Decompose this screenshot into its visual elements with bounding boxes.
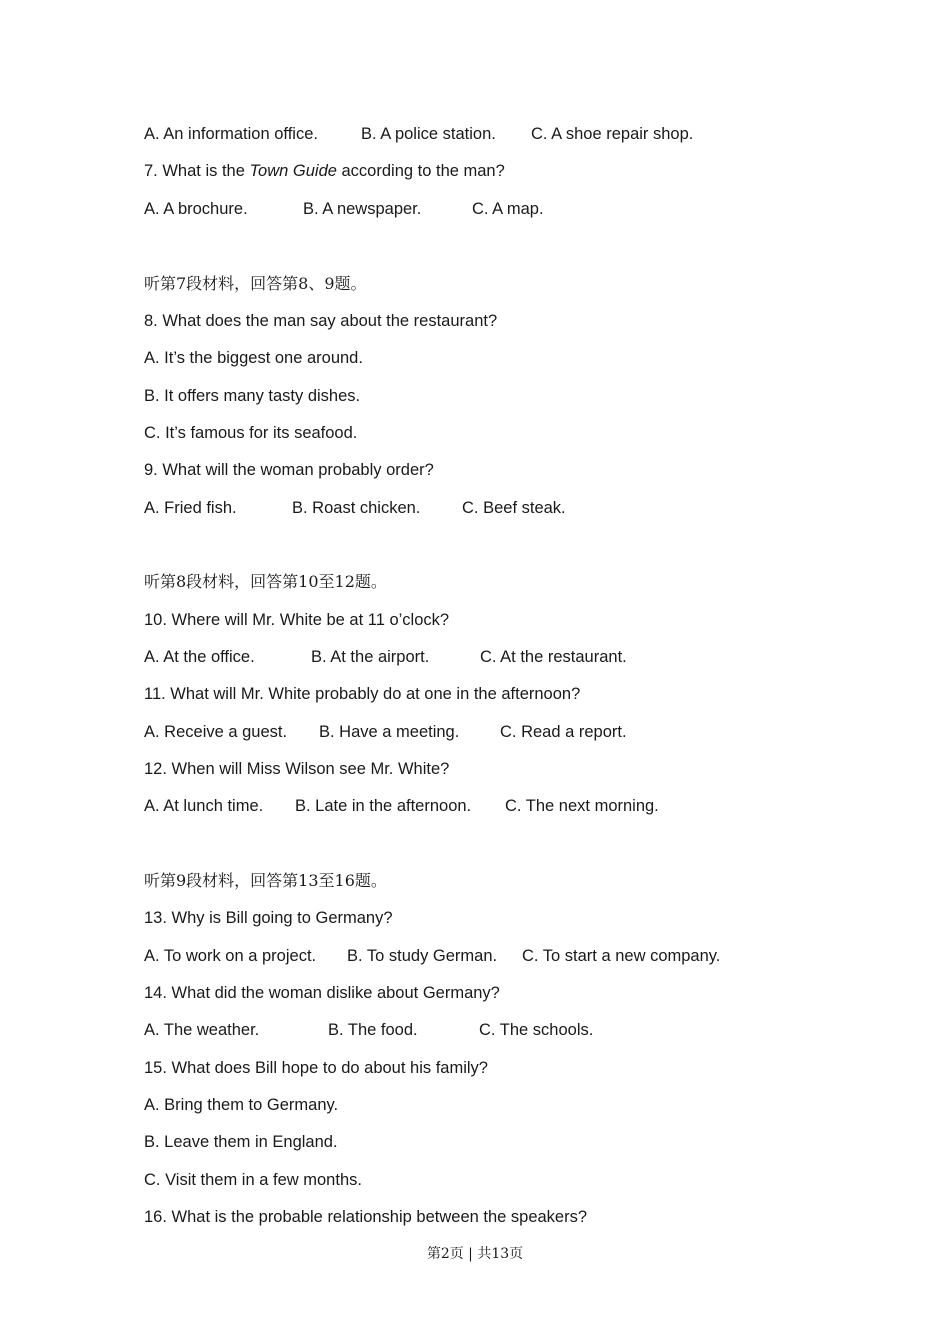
q14-option-a: A. The weather. (144, 1021, 260, 1039)
q8-option-a: A. It’s the biggest one around. (144, 349, 363, 367)
q12-option-c: C. The next morning. (505, 797, 659, 815)
section7-heading: 听第7段材料，回答第8、9题。 (144, 274, 367, 293)
q14-question: 14. What did the woman dislike about Germany? (144, 984, 500, 1002)
q9-option-b: B. Roast chicken. (292, 499, 421, 517)
q7-prefix: 7. What is the (144, 162, 250, 180)
q9-option-a: A. Fried fish. (144, 499, 237, 517)
q11-question: 11. What will Mr. White probably do at one in the afternoon? (144, 685, 581, 703)
q14-option-c: C. The schools. (479, 1021, 594, 1039)
q10-option-b: B. At the airport. (311, 648, 430, 666)
q12-option-b: B. Late in the afternoon. (295, 797, 472, 815)
q6-option-c: C. A shoe repair shop. (531, 125, 694, 143)
q13-option-b: B. To study German. (347, 947, 498, 965)
q7-option-a: A. A brochure. (144, 200, 248, 218)
q7-option-b: B. A newspaper. (303, 200, 422, 218)
q9-question: 9. What will the woman probably order? (144, 461, 434, 479)
q11-option-a: A. Receive a guest. (144, 723, 288, 741)
q6-option-b: B. A police station. (361, 125, 496, 143)
q12-option-a: A. At lunch time. (144, 797, 264, 815)
q8-question: 8. What does the man say about the restaurant? (144, 312, 498, 330)
q10-option-a: A. At the office. (144, 648, 255, 666)
q11-option-b: B. Have a meeting. (319, 723, 460, 741)
q13-option-c: C. To start a new company. (522, 947, 721, 965)
q15-option-a: A. Bring them to Germany. (144, 1096, 339, 1114)
q10-question: 10. Where will Mr. White be at 11 o’clock? (144, 611, 450, 629)
q7-suffix: according to the man? (336, 162, 505, 180)
q12-question: 12. When will Miss Wilson see Mr. White? (144, 760, 450, 778)
q14-option-b: B. The food. (328, 1021, 418, 1039)
q15-option-b: B. Leave them in England. (144, 1133, 338, 1151)
q9-option-c: C. Beef steak. (462, 499, 566, 517)
page-footer: 第2页 | 共13页 (426, 1246, 524, 1262)
q16-question: 16. What is the probable relationship between the speakers? (144, 1208, 588, 1226)
q6-option-a: A. An information office. (144, 125, 318, 143)
q7-option-c: C. A map. (472, 200, 544, 218)
q13-question: 13. Why is Bill going to Germany? (144, 909, 393, 927)
q11-option-c: C. Read a report. (500, 723, 627, 741)
q13-option-a: A. To work on a project. (144, 947, 317, 965)
q8-option-b: B. It offers many tasty dishes. (144, 387, 361, 405)
q7-italic-title: Town Guide (249, 162, 337, 180)
q8-option-c: C. It’s famous for its seafood. (144, 424, 358, 442)
section8-heading: 听第8段材料，回答第10至12题。 (144, 572, 387, 591)
section9-heading: 听第9段材料，回答第13至16题。 (144, 871, 387, 890)
q15-option-c: C. Visit them in a few months. (144, 1171, 362, 1189)
q7-question (144, 160, 505, 182)
q15-question: 15. What does Bill hope to do about his family? (144, 1059, 488, 1077)
q10-option-c: C. At the restaurant. (480, 648, 627, 666)
